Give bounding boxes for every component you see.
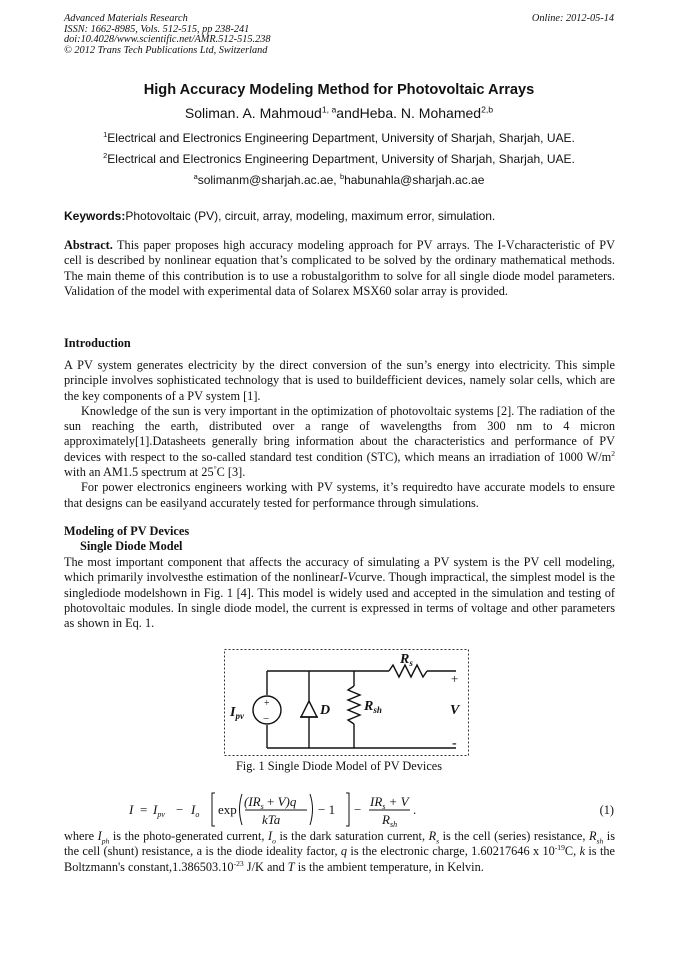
doi-line: doi:10.4028/www.scientific.net/AMR.512-515.238 (64, 34, 271, 45)
eq-lhs-i: I (129, 802, 134, 817)
intro-p2-sup: 2 (611, 448, 615, 458)
eq-minus-one: − 1 (318, 802, 336, 817)
affiliation-2-sup: 2 (103, 151, 108, 160)
eq-io: $I_o$ (191, 802, 200, 819)
shunt-resistor-rsh (348, 686, 360, 724)
eq-minus-1: − (176, 802, 184, 817)
terminal-plus-label: + (451, 671, 459, 686)
journal-name: Advanced Materials Research (64, 13, 188, 24)
issn-line: ISSN: 1662-8985, Vols. 512-515, pp 238-241 (64, 23, 250, 35)
terminal-minus-label: - (452, 736, 457, 751)
author-connector: and (336, 105, 360, 121)
author-1: Soliman. A. Mahmoud (184, 105, 322, 121)
single-diode-subheading: Single Diode Model (80, 539, 183, 553)
intro-paragraph-3: For power electronics engineers working with PV systems, it’s requiredto have accurate models to ensure that designs can be easilyand accurately tested for performance through simulations. (64, 480, 615, 510)
affiliation-1 (0, 131, 678, 145)
eq-ipv: $I_{pv}$ (153, 802, 165, 819)
figure-dashed-border (225, 650, 469, 756)
keywords-label: Keywords: (64, 209, 126, 223)
source-plus-label: + (264, 698, 270, 709)
eq-exp: exp (218, 802, 237, 817)
eq-frac2-numerator: $IR_s + V$ (370, 794, 409, 811)
email-a: solimanm@sharjah.ac.ae, (197, 173, 340, 187)
figure-caption: Fig. 1 Single Diode Model of PV Devices (235, 759, 443, 773)
affiliation-1-text: Electrical and Electronics Engineering Department, University of Sharjah, Sharjah, UAE. (107, 131, 575, 145)
modeling-body (64, 555, 615, 631)
intro-paragraph-2 (64, 404, 615, 480)
eq-equals: = (140, 802, 148, 817)
ipv-label: $I_{pv}$ (230, 705, 244, 721)
intro-p2-text-c: C [3]. (216, 465, 246, 480)
affiliation-1-sup: 1 (103, 130, 108, 139)
author-2: Heba. N. Mohamed (359, 105, 482, 121)
affiliation-2 (0, 152, 678, 166)
equation-number: (1) (599, 803, 614, 817)
eq-numerator: $(IR_s + V)q$ (244, 794, 297, 811)
intro-p2-text-b: with an AM1.5 spectrum at 25 (64, 465, 214, 480)
diode-label: D (320, 703, 331, 718)
diode-symbol (301, 701, 317, 717)
eq-denominator: kTa (262, 812, 281, 827)
email-b-sup: b (339, 172, 345, 181)
online-date: Online: 2012-05-14 (531, 13, 614, 24)
intro-p2-text-a: Knowledge of the sun is very important in the optimization of photovoltaic systems [2]. The radiation of the sun reaching the earth, distributed over a range of wavelengths from 300 nm to 4 micron approximately[1].Datasheets generally bring information about the characteristics and performance of PV devices with respect to the so-called standard test condition (STC), which means an irradiation of 1000 W/m (64, 403, 615, 464)
abstract-label: Abstract. (64, 238, 113, 252)
abstract-text: This paper proposes high accuracy modeling approach for PV arrays. The I-Vcharacteristic of PV cell is described by nonlinear equation that’s complicated to be solved by the ordinary mathematical methods. The main theme of this contribution is to use a robustalgorithm to solve for all single diode model parameters. Validation of the model with experimental data of Solarex MSX60 solar array is provided. (64, 238, 615, 298)
eq-minus-2: − (354, 802, 362, 817)
single-diode-circuit-diagram (224, 649, 469, 756)
modeling-heading: Modeling of PV Devices (64, 524, 190, 538)
eq-left-paren (240, 794, 243, 825)
email-line (0, 173, 678, 187)
running-header (64, 14, 271, 56)
eq-left-bracket (212, 793, 215, 826)
rs-label: $R_s$ (400, 652, 413, 668)
eq-right-paren (310, 794, 313, 825)
introduction-body (64, 358, 615, 511)
abstract (64, 238, 615, 299)
modeling-iv: I-V (339, 570, 356, 585)
affiliation-2-text: Electrical and Electronics Engineering Department, University of Sharjah, Sharjah, UAE. (107, 152, 575, 166)
keywords (64, 209, 615, 223)
eq-right-bracket (346, 793, 349, 826)
eq-frac2-denominator: $R_{sh}$ (382, 812, 398, 829)
author-line (0, 105, 678, 121)
source-minus-label: − (263, 713, 270, 725)
eq-period: . (413, 802, 417, 817)
modeling-text-b: curve. Though impractical, the simplest model is the singlediode modelshown in Fig. 1 [4]. This model is widely used and accepted in the simulation and testing of photovoltaic modules. In single diode model, the current is expressed in terms of voltage and other parameters as shown in Eq. 1. (64, 570, 615, 631)
author-2-sup: 2,b (481, 104, 494, 115)
intro-paragraph-1: A PV system generates electricity by the direct conversion of the sun’s energy into electricity. This simple principle involves sophisticated technology that is used to buildefficient devices, namely solar cells, which are the key components of a PV system [1]. (64, 358, 615, 403)
modeling-text-a: The most important component that affects the accuracy of simulating a PV system is the PV cell modeling, which primarily involvesthe estimation of the nonlinear (64, 555, 615, 585)
voltage-label: V (450, 703, 460, 718)
variable-definitions: where $I_{ph}$ is the photo-generated current, $I_o$ is the dark saturation current, $R_s$ is the cell (series) resistance, $R_{sh}$ is the cell (shunt) resistance, a is the diode ideality factor, q is the electronic charge, 1.60217646 x $10^{-19}C$, k is the Boltzmann's $constant,1.386503.10^{-23}$ J/K and T is the ambient temperature, in Kelvin. (64, 829, 615, 874)
author-1-sup: 1, a (321, 104, 337, 115)
keywords-text: Photovoltaic (PV), circuit, array, modeling, maximum error, simulation. (125, 209, 496, 223)
introduction-heading: Introduction (64, 336, 131, 350)
paper-title: High Accuracy Modeling Method for Photovoltaic Arrays (143, 82, 535, 98)
rsh-label: $R_{sh}$ (364, 699, 382, 715)
equation-1 (120, 790, 615, 830)
email-b: habunahla@sharjah.ac.ae (344, 173, 485, 187)
copyright-line: © 2012 Trans Tech Publications Ltd, Switzerland (64, 44, 268, 56)
email-a-sup: a (193, 172, 198, 181)
intro-p2-degree: ° (213, 463, 217, 473)
